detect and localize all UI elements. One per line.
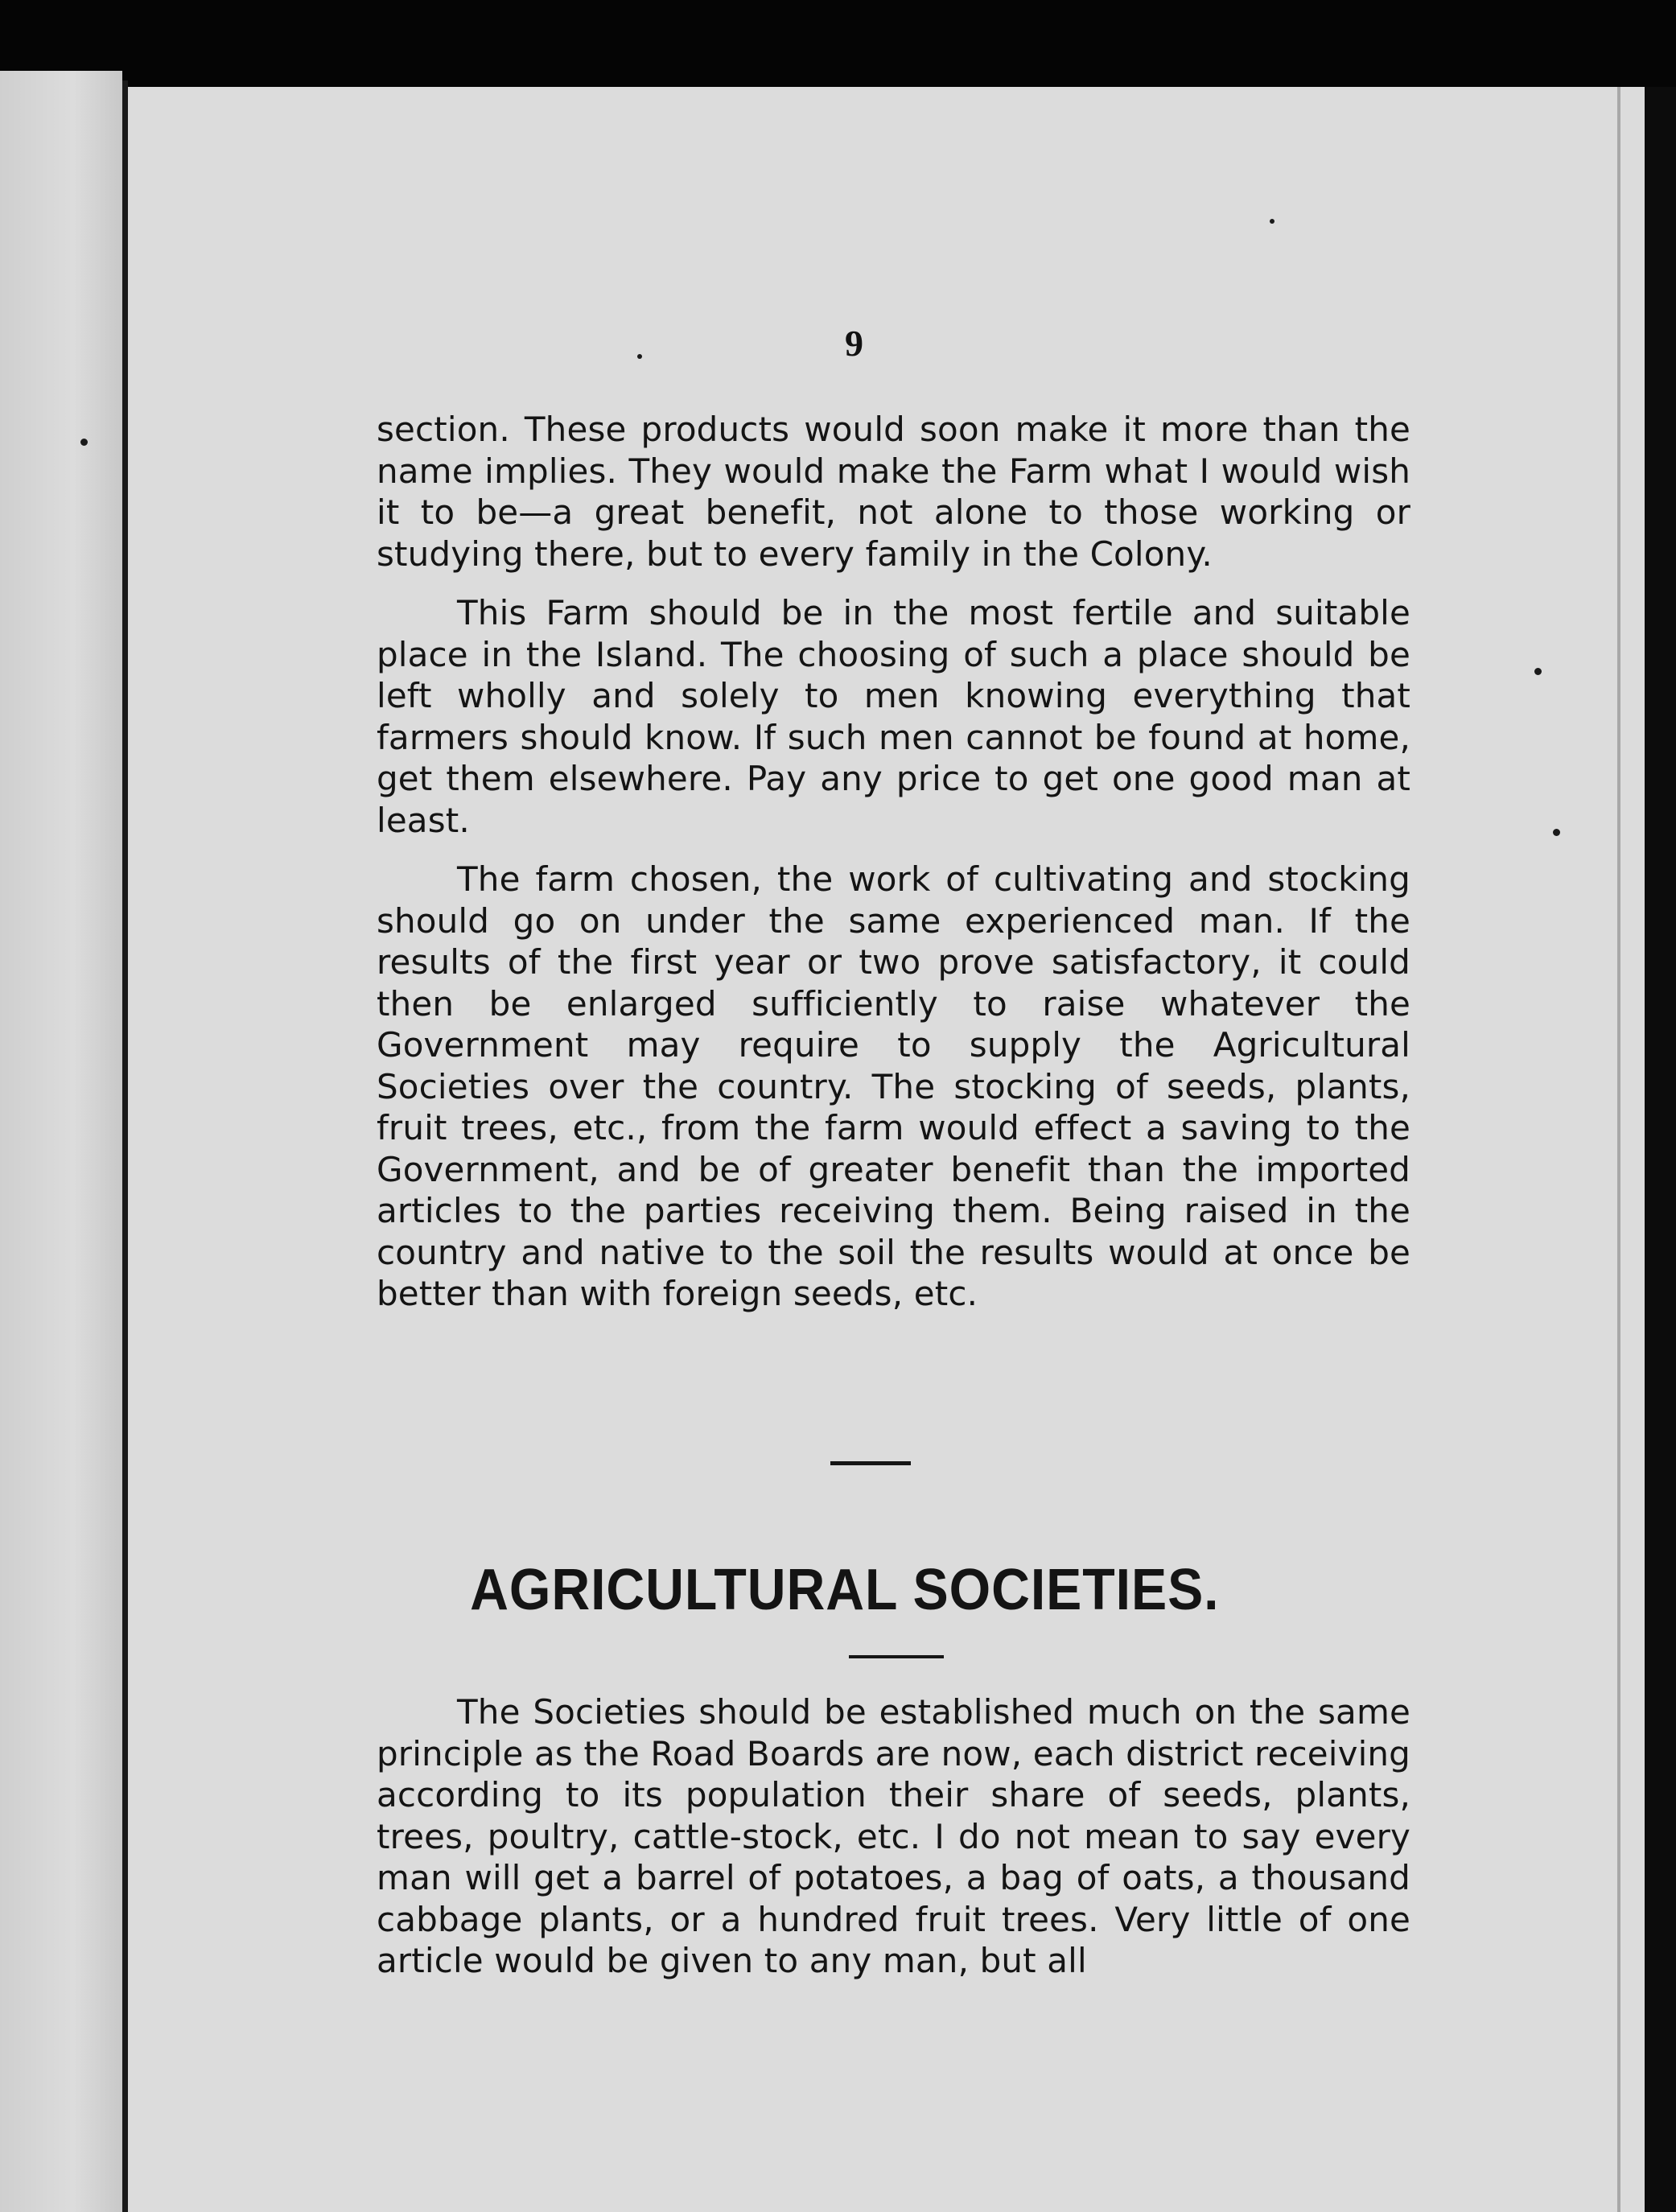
body-text-top: [377, 409, 1410, 1333]
facing-page-edge: [0, 71, 122, 2212]
scan-speck: [80, 439, 88, 446]
section-heading: AGRICULTURAL SOCIETIES.: [470, 1558, 1220, 1622]
heading-underline: [849, 1655, 944, 1658]
section-divider: [830, 1461, 911, 1465]
scan-right-border: [1645, 87, 1676, 2212]
body-text-bottom: [377, 1691, 1410, 2000]
scan-top-border: [0, 0, 1676, 87]
scan-speck: [1270, 219, 1275, 224]
paragraph: The farm chosen, the work of cultivating and stocking should go on under the same experienced man. If the results of the first year or two prove satisfactory, it could then be enlarged sufficiently to raise whatever the Government may require to supply the Agricultural Societies over the country. The stocking of seeds, plants, fruit trees, etc., from the farm would effect a saving to the Government, and be of greater benefit than the imported articles to the parties receiving them. Being raised in the country and native to the soil the results would at once be better than with foreign seeds, etc.: [377, 859, 1410, 1313]
page-number: 9: [845, 323, 863, 364]
book-gutter: [122, 80, 128, 2212]
scan-speck: [1553, 829, 1560, 836]
paragraph: This Farm should be in the most fertile and suitable place in the Island. The choosing of such a place should be left wholly and solely to men knowing everything that farmers should know. If such men cannot be found at home, get them elsewhere. Pay any price to get one good man at least.: [377, 593, 1410, 840]
page-fold-line: [1617, 87, 1620, 2212]
paragraph: The Societies should be established much on the same principle as the Road Boards are now, each district receiving according to its population their share of seeds, plants, trees, poultry, cattle-stock, etc. I do not mean to say every man will get a barrel of potatoes, a bag of oats, a thousand cabbage plants, or a hundred fruit trees. Very little of one article would be given to any man, but all: [377, 1692, 1410, 1980]
scan-speck: [1534, 668, 1542, 675]
paragraph: section. These products would soon make it more than the name implies. They would make the Farm what I would wish it to be—a great benefit, not alone to those working or studying there, but to every family in the Colony.: [377, 410, 1410, 574]
